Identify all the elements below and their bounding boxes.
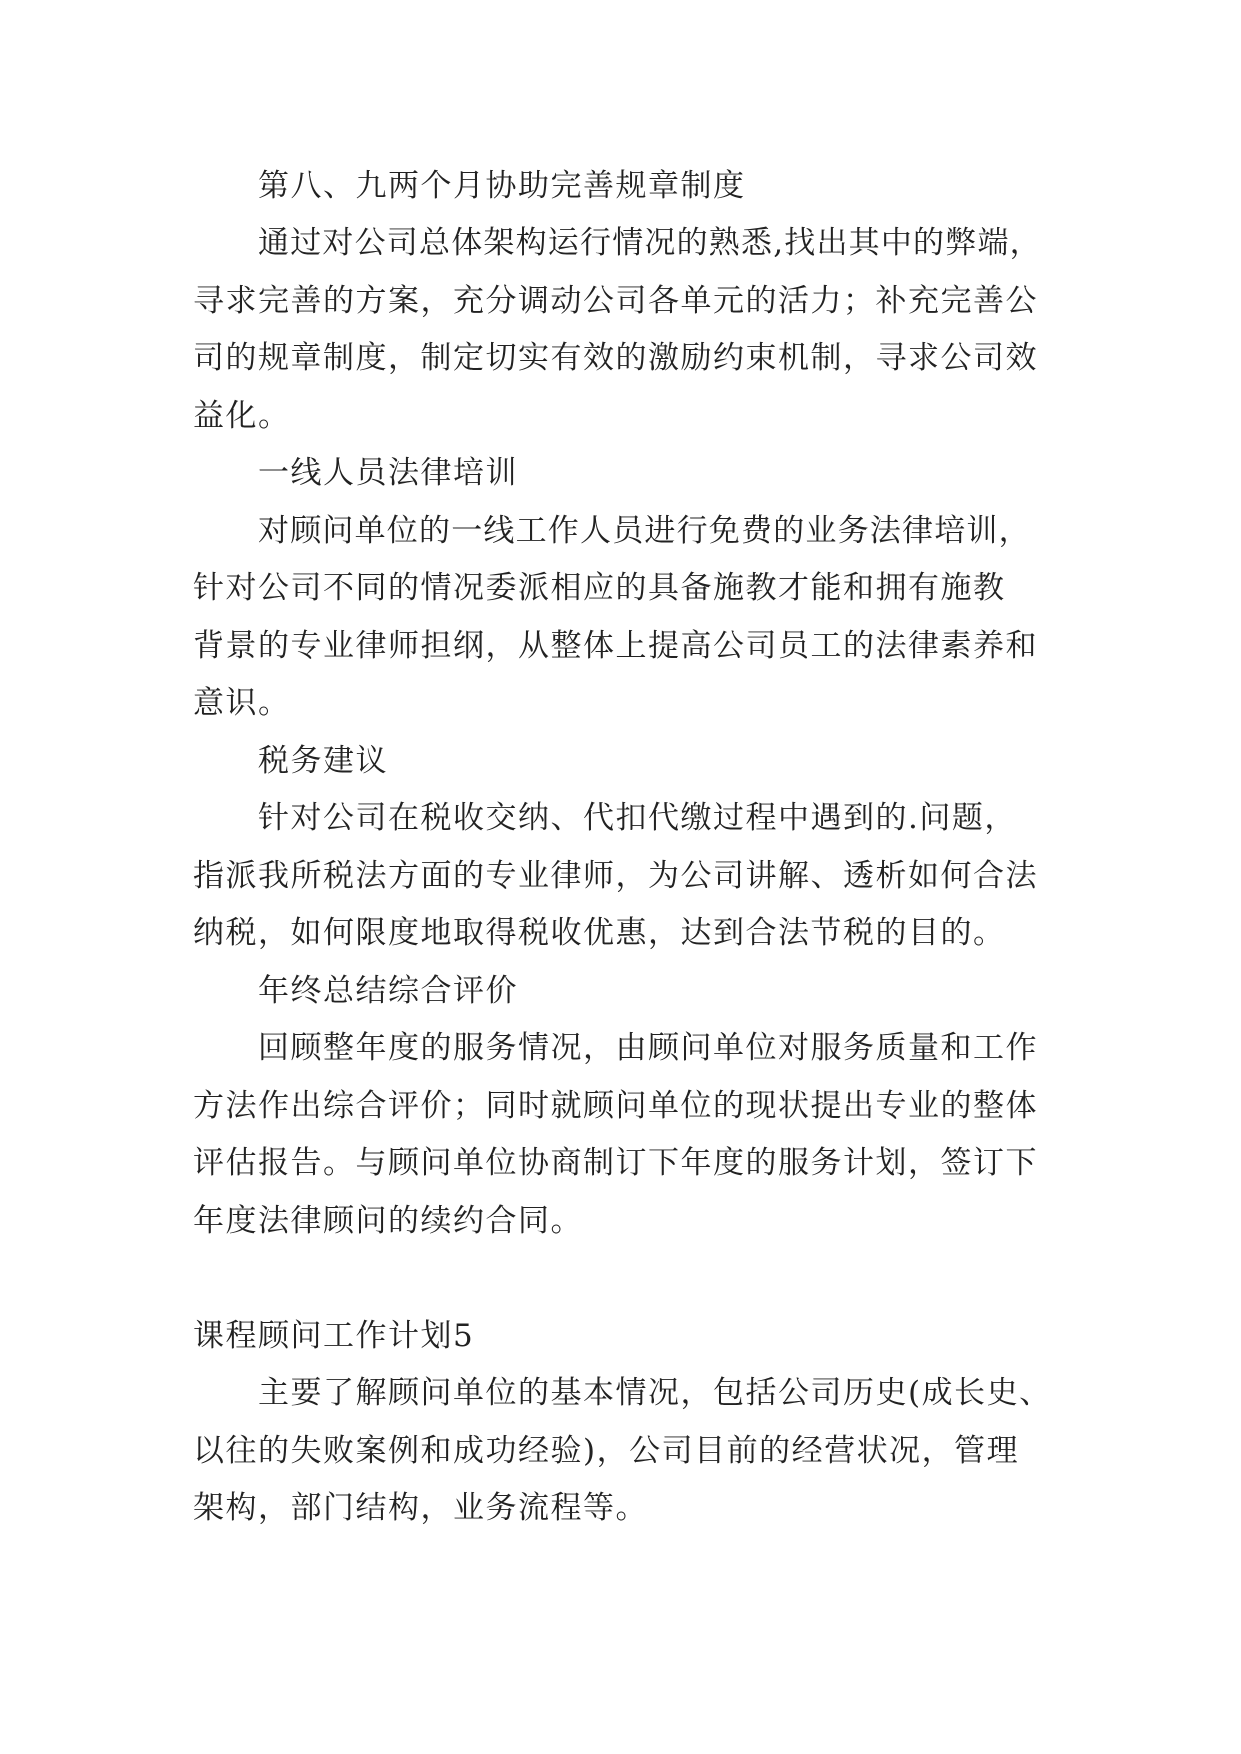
section-heading-annual-review: 年终总结综合评价 [258,973,518,1009]
paragraph-line: 架构，部门结构，业务流程等。 [193,1490,648,1526]
document-title-plan-5: 课程顾问工作计划5 [193,1318,475,1354]
paragraph-line: 背景的专业律师担纲，从整体上提高公司员工的法律素养和 [193,628,1038,664]
paragraph-line: 通过对公司总体架构运行情况的熟悉,找出其中的弊端， [258,225,1042,261]
paragraph-line: 对顾问单位的一线工作人员进行免费的业务法律培训， [258,513,1031,549]
paragraph-line: 以往的失败案例和成功经验)，公司目前的经营状况，管理 [193,1433,1020,1469]
paragraph-line: 方法作出综合评价；同时就顾问单位的现状提出专业的整体 [193,1088,1038,1124]
paragraph-line: 回顾整年度的服务情况，由顾问单位对服务质量和工作 [258,1030,1038,1066]
section-heading-rules: 第八、九两个月协助完善规章制度 [258,168,746,204]
paragraph-line: 针对公司在税收交纳、代扣代缴过程中遇到的.问题， [258,800,1017,836]
section-heading-legal-training: 一线人员法律培训 [258,455,518,491]
paragraph-line: 年度法律顾问的续约合同。 [193,1203,583,1239]
paragraph-line: 司的规章制度，制定切实有效的激励约束机制，寻求公司效 [193,340,1038,376]
paragraph-line: 评估报告。与顾问单位协商制订下年度的服务计划，签订下 [193,1145,1038,1181]
paragraph-line: 寻求完善的方案，充分调动公司各单元的活力；补充完善公 [193,283,1038,319]
paragraph-line: 纳税，如何限度地取得税收优惠，达到合法节税的目的。 [193,915,1006,951]
paragraph-line: 针对公司不同的情况委派相应的具备施教才能和拥有施教 [193,570,1006,606]
paragraph-line: 主要了解顾问单位的基本情况，包括公司历史(成长史、 [258,1375,1052,1411]
paragraph-line: 意识。 [193,685,291,721]
paragraph-line: 指派我所税法方面的专业律师，为公司讲解、透析如何合法 [193,858,1038,894]
paragraph-line: 益化。 [193,398,291,434]
section-heading-tax-advice: 税务建议 [258,743,388,779]
